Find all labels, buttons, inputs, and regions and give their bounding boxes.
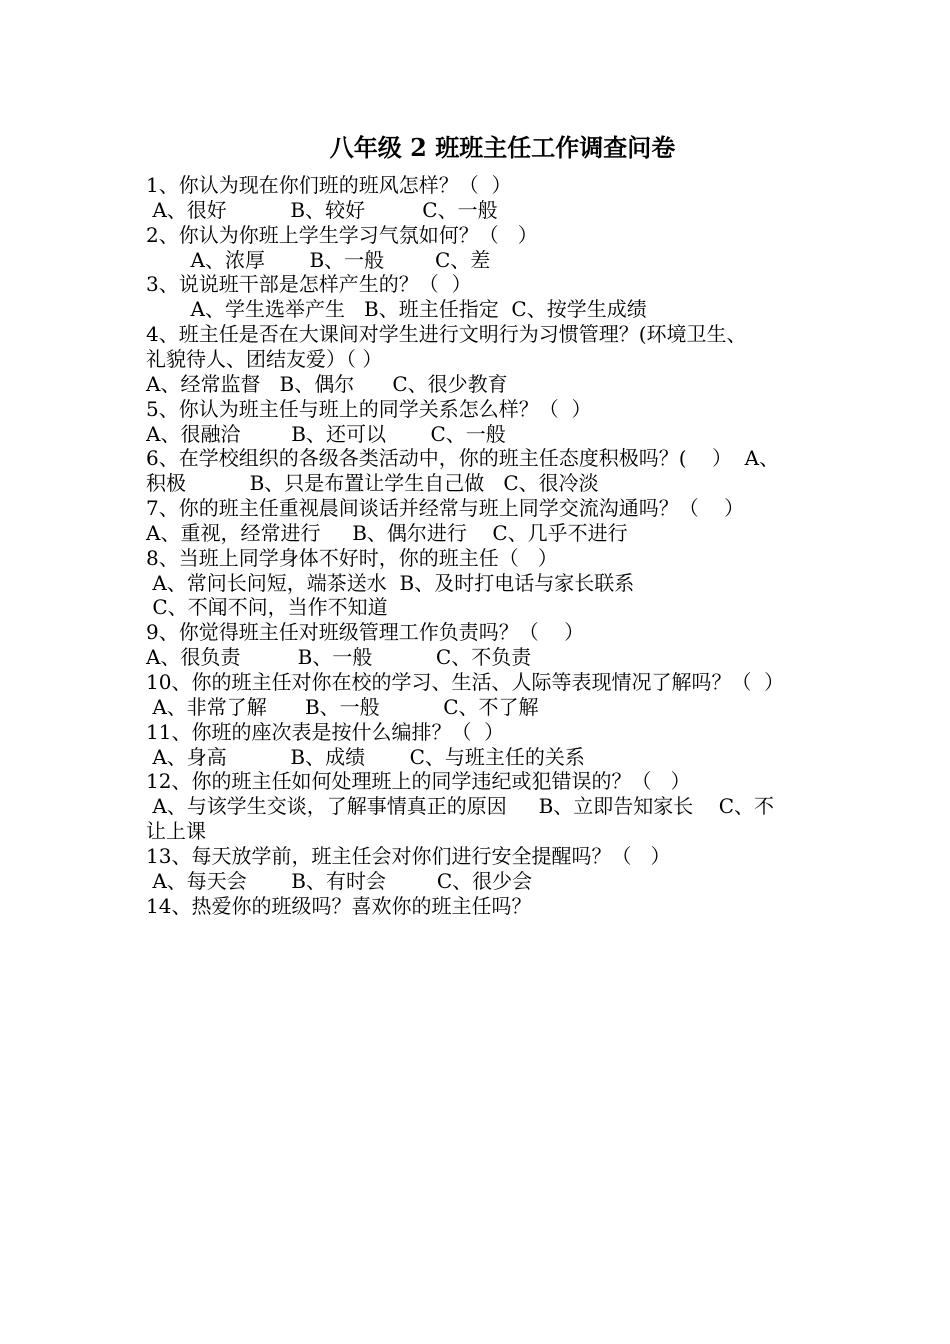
question-line: 4、班主任是否在大课间对学生进行文明行为习惯管理？(环境卫生、 [146,322,747,347]
question-line: 8、当班上同学身体不好时，你的班主任（ ） [146,545,558,570]
answer-options-line: A、很融洽 B、还可以 C、一般 [146,421,506,446]
question-line: 5、你认为班主任与班上的同学关系怎么样？（ ） [146,396,592,421]
answer-options-line: A、学生选举产生 B、班主任指定 C、按学生成绩 [146,297,647,322]
answer-options-line: A、很好 B、较好 C、一般 [146,197,498,222]
answer-options-line: A、常问长问短，端茶送水 B、及时打电话与家长联系 [146,570,635,595]
answer-options-line: A、重视，经常进行 B、偶尔进行 C、几乎不进行 [146,520,628,545]
answer-options-line: A、经常监督 B、偶尔 C、很少教育 [146,371,508,396]
question-line: 7、你的班主任重视晨间谈话并经常与班上同学交流沟通吗？（ ） [146,496,745,521]
question-line: 6、在学校组织的各级各类活动中，你的班主任态度积极吗？( ） A、 [146,446,780,471]
question-line: 14、热爱你的班级吗？喜欢你的班主任吗？ [146,893,532,918]
answer-options-line: A、很负责 B、一般 C、不负责 [146,645,532,670]
answer-options-line: C、不闻不问，当作不知道 [146,595,388,620]
question-line: 12、你的班主任如何处理班上的同学违纪或犯错误的？（ ） [146,769,691,794]
question-line: 3、说说班干部是怎样产生的？（ ） [146,272,472,297]
answer-options-line: A、与该学生交谈，了解事情真正的原因 B、立即告知家长 C、不 [146,794,775,819]
answer-options-line: 积极 B、只是布置让学生自己做 C、很冷淡 [146,471,599,496]
question-line: 9、你觉得班主任对班级管理工作负责吗？（ ） [146,620,585,645]
answer-options-line: 礼貌待人、团结友爱）（ ） [146,346,383,371]
document-title: 八年级 2 班班主任工作调查问卷 [329,133,676,162]
answer-options-line: A、每天会 B、有时会 C、很少会 [146,868,533,893]
answer-options-line: 让上课 [146,819,206,844]
question-line: 2、你认为你班上学生学习气氛如何？（ ） [146,222,538,247]
question-line: 13、每天放学前，班主任会对你们进行安全提醒吗？（ ） [146,843,671,868]
question-line: 10、你的班主任对你在校的学习、生活、人际等表现情况了解吗？（ ） [146,670,785,694]
question-line: 1、你认为现在你们班的班风怎样？（ ） [146,173,512,197]
question-line: 11、你班的座次表是按什么编排？（ ） [146,719,505,744]
answer-options-line: A、身高 B、成绩 C、与班主任的关系 [146,744,585,769]
answer-options-line: A、非常了解 B、一般 C、不了解 [146,694,539,719]
answer-options-line: A、浓厚 B、一般 C、差 [146,247,491,272]
